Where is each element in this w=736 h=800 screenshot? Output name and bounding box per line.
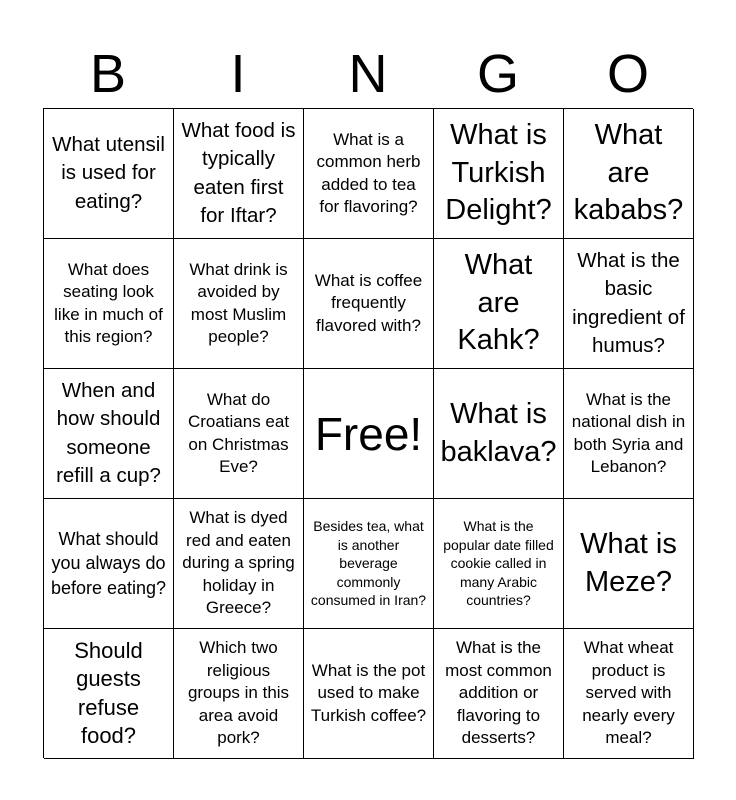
bingo-cell[interactable]	[174, 369, 304, 499]
bingo-cell[interactable]	[44, 109, 174, 239]
bingo-cell[interactable]	[44, 369, 174, 499]
bingo-cell[interactable]	[44, 239, 174, 369]
bingo-cell[interactable]	[44, 499, 174, 629]
bingo-cell[interactable]	[434, 239, 564, 369]
bingo-cell[interactable]	[564, 369, 694, 499]
bingo-cell[interactable]	[174, 239, 304, 369]
bingo-cell[interactable]	[304, 499, 434, 629]
cell-text: What drink is avoided by most Muslim people?	[189, 259, 288, 346]
cell-text: Should guests refuse food?	[74, 637, 143, 748]
cell-text: What does seating look like in much of this region?	[54, 259, 163, 346]
bingo-cell[interactable]	[434, 109, 564, 239]
bingo-cell[interactable]	[44, 629, 174, 759]
cell-text: What do Croatians eat on Christmas Eve?	[187, 389, 290, 476]
header-letter-i: I	[230, 44, 246, 104]
bingo-cell[interactable]	[564, 109, 694, 239]
bingo-cell[interactable]	[304, 239, 434, 369]
cell-text: What should you always do before eating?	[50, 528, 167, 598]
bingo-cell[interactable]	[434, 369, 564, 499]
header-letter-g: G	[476, 44, 519, 104]
bingo-cell[interactable]	[304, 109, 434, 239]
cell-text: What is Turkish Delight?	[445, 119, 552, 227]
cell-text: What is the most common addition or flavoring to desserts?	[445, 638, 552, 748]
bingo-cell[interactable]	[564, 239, 694, 369]
header-letter-b: B	[89, 44, 127, 104]
cell-text: What is Meze?	[580, 528, 677, 598]
cell-text: What is the popular date filled cookie called in many Arabic countries?	[443, 518, 554, 609]
bingo-header	[43, 40, 693, 108]
bingo-cell[interactable]	[434, 629, 564, 759]
bingo-cell[interactable]	[434, 499, 564, 629]
cell-text: What is dyed red and eaten during a spring holiday in Greece?	[182, 508, 295, 618]
bingo-board	[43, 108, 693, 758]
bingo-cell[interactable]	[174, 629, 304, 759]
bingo-cell[interactable]	[174, 499, 304, 629]
cell-text: When and how should someone refill a cup?	[56, 378, 161, 487]
cell-text: What is the basic ingredient of humus?	[572, 248, 685, 357]
cell-text: What utensil is used for eating?	[52, 132, 165, 213]
cell-text: What is coffee frequently flavored with?	[314, 270, 423, 335]
header-letter-n: N	[348, 44, 388, 104]
header-letter-o: O	[606, 44, 649, 104]
cell-text: Besides tea, what is another beverage commonly consumed in Iran?	[310, 518, 427, 609]
cell-text: What are Kahk?	[457, 249, 540, 357]
bingo-cell[interactable]	[564, 629, 694, 759]
cell-text: What is the pot used to make Turkish coffee?	[310, 660, 427, 725]
cell-text: What is baklava?	[440, 398, 557, 468]
cell-text: What food is typically eaten first for Iftar?	[181, 118, 296, 227]
cell-text: What is the national dish in both Syria and Lebanon?	[571, 389, 686, 476]
cell-text: What wheat product is served with nearly every meal?	[582, 638, 675, 748]
bingo-cell[interactable]	[564, 499, 694, 629]
free-space-cell[interactable]	[304, 369, 434, 499]
cell-text: Which two religious groups in this area avoid pork?	[187, 638, 290, 748]
cell-text: What is a common herb added to tea for flavoring?	[316, 129, 421, 216]
bingo-cell[interactable]	[304, 629, 434, 759]
cell-text: What are kababs?	[573, 119, 684, 227]
bingo-cell[interactable]	[174, 109, 304, 239]
free-space-label: Free!	[314, 407, 423, 460]
